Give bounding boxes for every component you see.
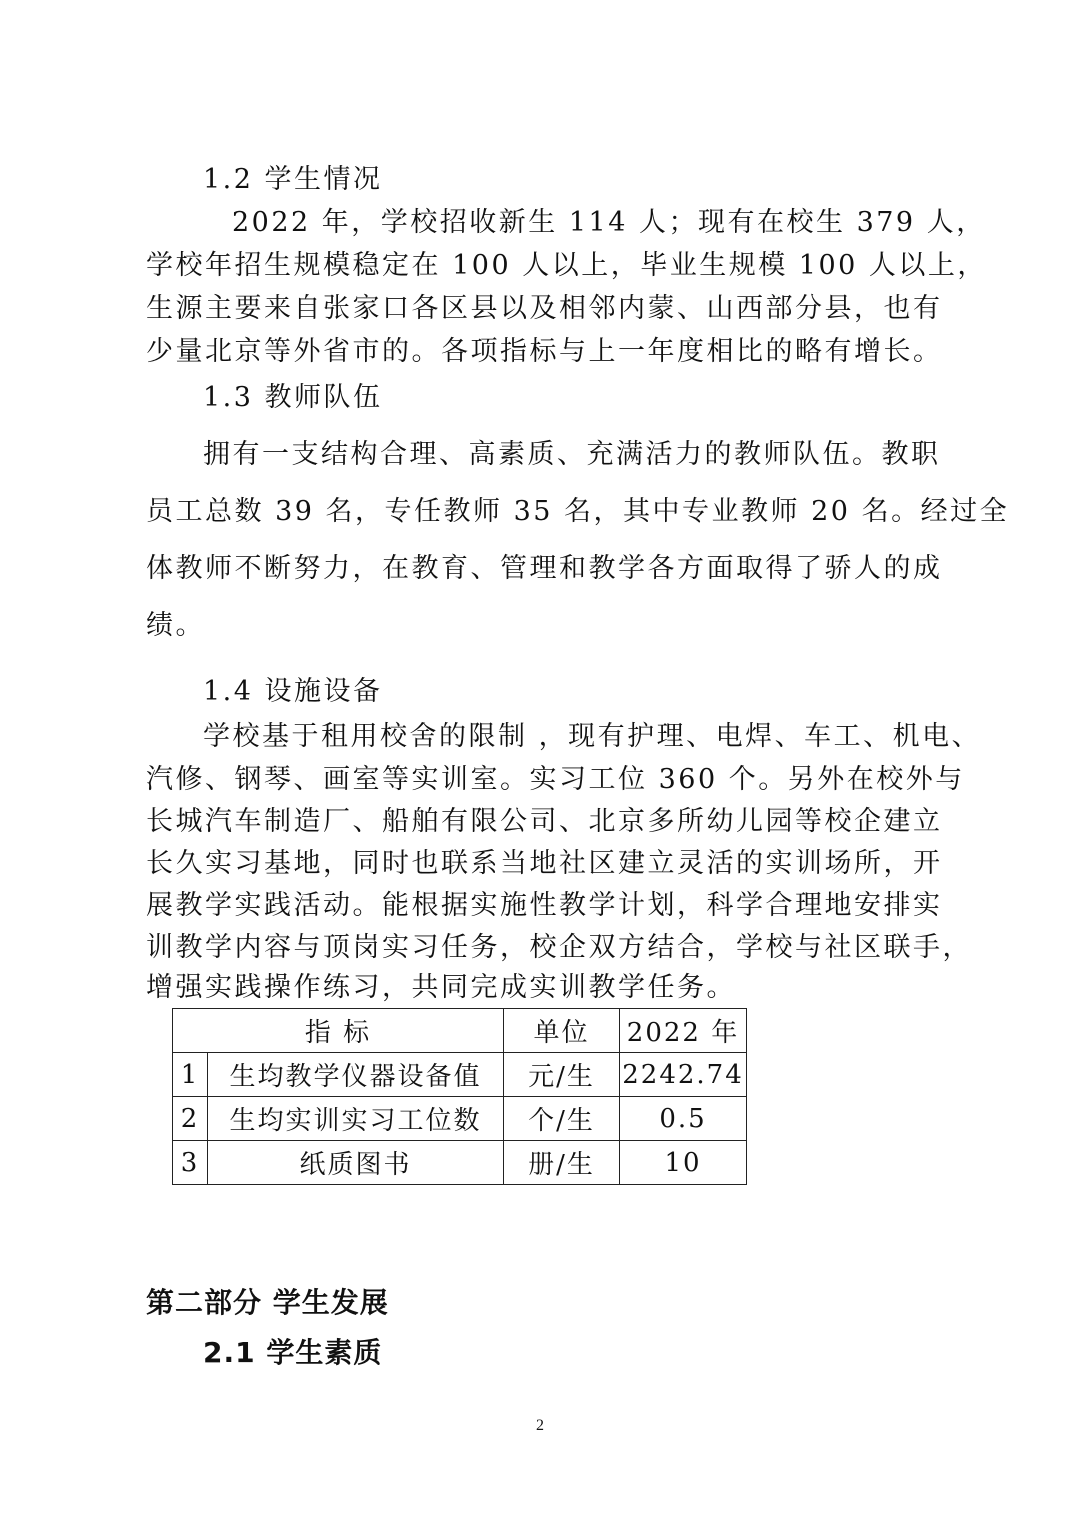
paragraph-line: 汽修、钢琴、画室等实训室。实习工位 360 个。另外在校外与: [146, 764, 965, 795]
table-row: [173, 1097, 747, 1141]
indicator-table: [172, 1008, 747, 1185]
row-value: 0.5: [620, 1097, 747, 1141]
row-name: 纸质图书: [208, 1141, 504, 1185]
paragraph-line: 学校年招生规模稳定在 100 人以上，毕业生规模 100 人以上，: [146, 250, 987, 281]
paragraph-line: 长城汽车制造厂、船舶有限公司、北京多所幼儿园等校企建立: [146, 806, 943, 837]
paragraph-line: 少量北京等外省市的。各项指标与上一年度相比的略有增长。: [146, 336, 943, 367]
paragraph-line: 2022 年，学校招收新生 114 人；现有在校生 379 人，: [232, 207, 986, 238]
header-indicator: 指 标: [173, 1009, 504, 1053]
heading-1-4: 1.4 设施设备: [203, 676, 383, 707]
paragraph-line: 长久实习基地，同时也联系当地社区建立灵活的实训场所，开: [146, 848, 943, 879]
row-value: 10: [620, 1141, 747, 1185]
row-index: 3: [173, 1141, 208, 1185]
paragraph-line: 员工总数 39 名，专任教师 35 名，其中专业教师 20 名。经过全: [146, 496, 1010, 527]
row-unit: 元/生: [504, 1053, 620, 1097]
paragraph-line: 训教学内容与顶岗实习任务，校企双方结合，学校与社区联手，: [146, 932, 972, 963]
row-index: 1: [173, 1053, 208, 1097]
row-value: 2242.74: [620, 1053, 747, 1097]
paragraph-line: 绩。: [146, 610, 205, 641]
row-unit: 册/生: [504, 1141, 620, 1185]
row-name: 生均教学仪器设备值: [208, 1053, 504, 1097]
paragraph-line: 生源主要来自张家口各区县以及相邻内蒙、山西部分县，也有: [146, 293, 943, 324]
subheading-2-1: 2.1 学生素质: [203, 1336, 383, 1369]
heading-1-3: 1.3 教师队伍: [203, 382, 383, 413]
row-unit: 个/生: [504, 1097, 620, 1141]
header-year: 2022 年: [620, 1009, 747, 1053]
part-title: 第二部分 学生发展: [146, 1286, 389, 1319]
header-unit: 单位: [504, 1009, 620, 1053]
paragraph-line: 学校基于租用校舍的限制 ，现有护理、电焊、车工、机电、: [203, 721, 982, 752]
row-index: 2: [173, 1097, 208, 1141]
paragraph-line: 增强实践操作练习，共同完成实训教学任务。: [146, 972, 736, 1003]
paragraph-line: 体教师不断努力，在教育、管理和教学各方面取得了骄人的成: [146, 553, 943, 584]
table-header-row: [173, 1009, 747, 1053]
paragraph-line: 拥有一支结构合理、高素质、充满活力的教师队伍。教职: [203, 439, 941, 470]
row-name: 生均实训实习工位数: [208, 1097, 504, 1141]
paragraph-line: 展教学实践活动。能根据实施性教学计划，科学合理地安排实: [146, 890, 943, 921]
table-row: [173, 1053, 747, 1097]
table-row: [173, 1141, 747, 1185]
page-number: 2: [536, 1417, 544, 1434]
heading-1-2: 1.2 学生情况: [203, 164, 383, 195]
